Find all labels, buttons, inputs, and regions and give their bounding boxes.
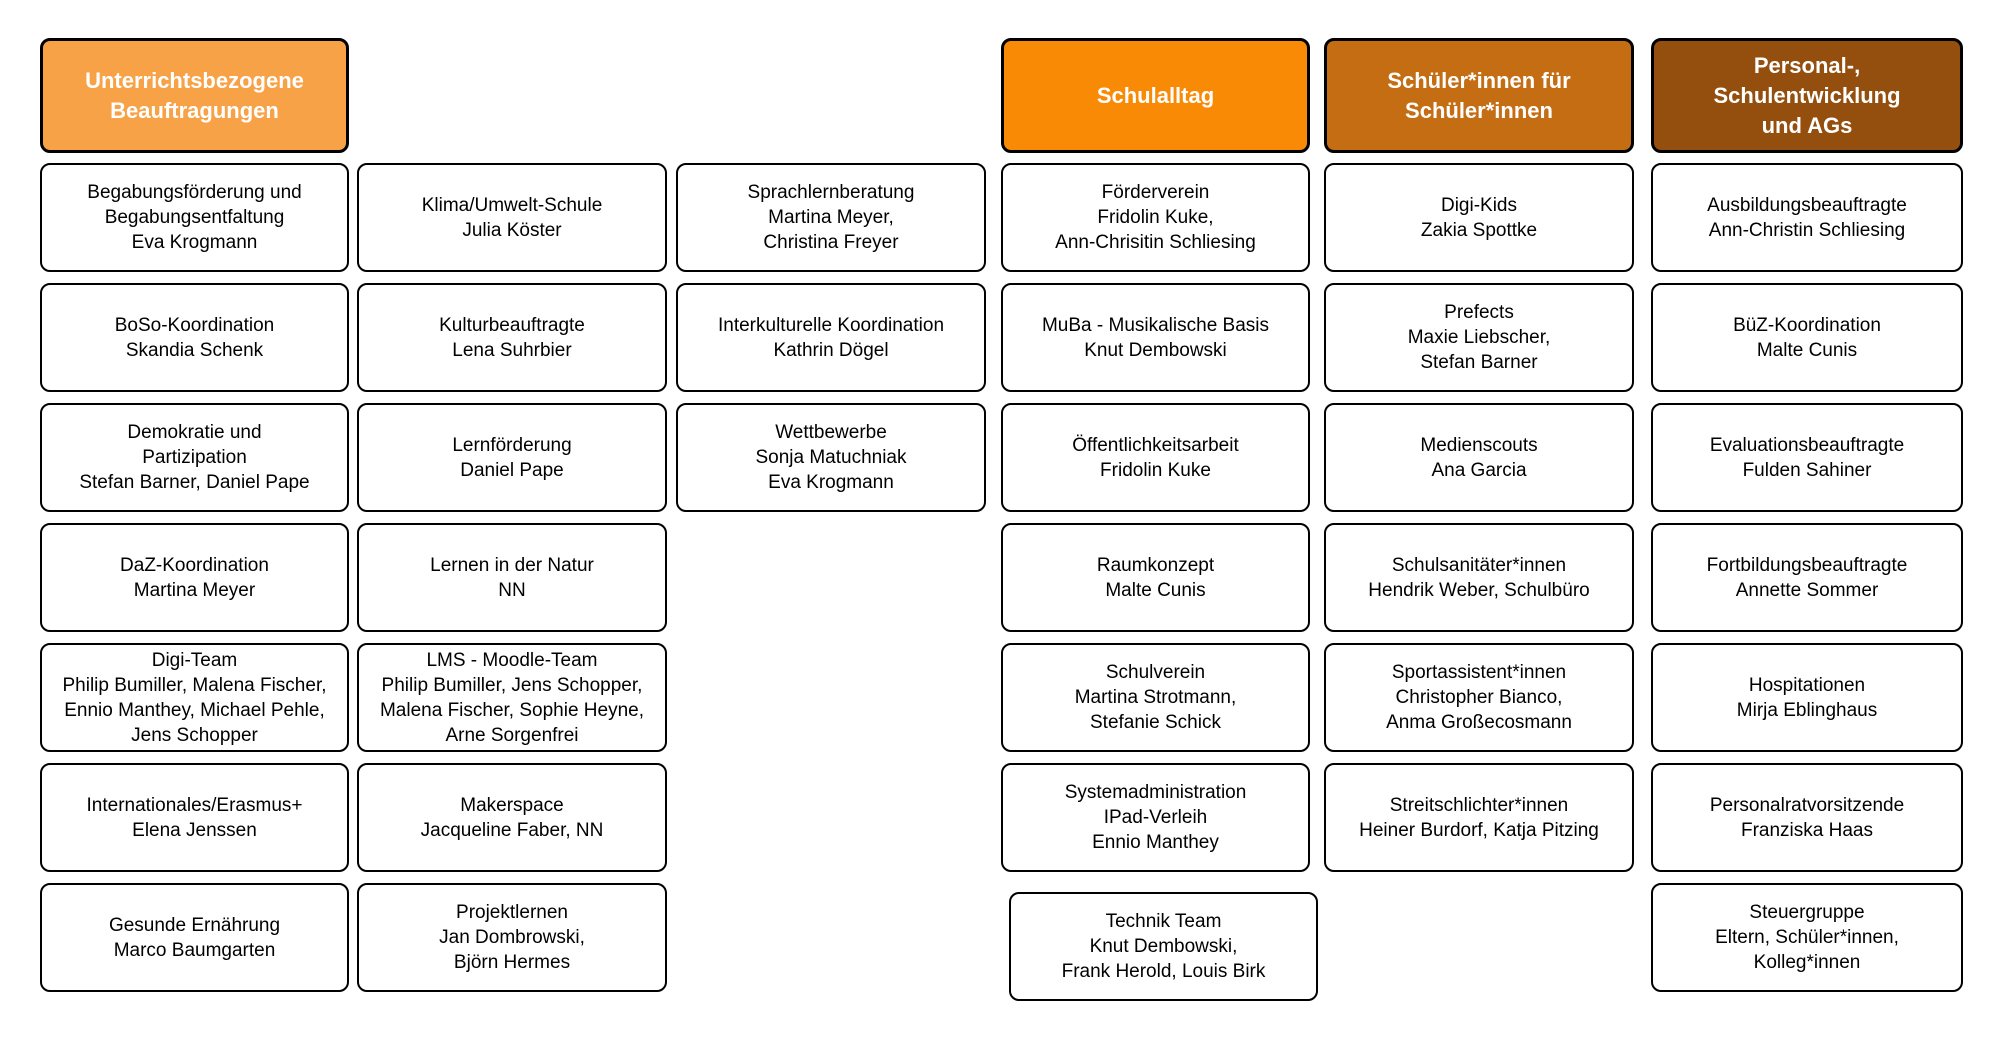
org-box [676, 403, 986, 512]
org-box-text: Interkulturelle Koordination Kathrin Dögel [717, 314, 945, 361]
org-box-text: Begabungsförderung und Begabungsentfaltung Eva Krogmann [87, 182, 302, 253]
org-box [1651, 523, 1963, 632]
org-box [357, 643, 667, 752]
org-box [40, 403, 349, 512]
header-spacer [357, 38, 667, 163]
org-box-text: Sportassistent*innen Christopher Bianco, Anma Großecosmann [1386, 662, 1572, 733]
org-box-text: BoSo-Koordination Skandia Schenk [114, 314, 275, 361]
org-box-text: Digi-Kids Zakia Spottke [1420, 194, 1538, 241]
org-box-text: Technik Team Knut Dembowski, Frank Herold, Louis Birk [1061, 911, 1266, 982]
org-box-text: Evaluationsbeauftragte Fulden Sahiner [1709, 434, 1905, 481]
org-box [1324, 163, 1634, 272]
org-box [676, 163, 986, 272]
org-box-text: Systemadministration IPad-Verleih Ennio Manthey [1064, 782, 1247, 853]
org-box [1651, 643, 1963, 752]
column-unterrichtsbezogene-beauftragungen [40, 38, 349, 1003]
org-box [1651, 283, 1963, 392]
org-box [676, 283, 986, 392]
org-box [1001, 403, 1310, 512]
org-box-text: DaZ-Koordination Martina Meyer [120, 554, 269, 601]
org-box [1324, 283, 1634, 392]
org-box-text: Streitschlichter*innen Heiner Burdorf, Katja Pitzing [1359, 794, 1599, 841]
org-box-text: Demokratie und Partizipation Stefan Barner, Daniel Pape [79, 422, 310, 493]
org-box-text: Lernförderung Daniel Pape [452, 434, 572, 481]
org-box [1001, 763, 1310, 872]
org-box [1651, 163, 1963, 272]
column-header-schulalltag [1001, 38, 1310, 153]
org-box [1324, 763, 1634, 872]
org-box [1001, 523, 1310, 632]
org-box [40, 643, 349, 752]
org-box [357, 163, 667, 272]
org-box [357, 523, 667, 632]
org-box [1324, 403, 1634, 512]
org-box [40, 763, 349, 872]
column-header-label: Unterrichtsbezogene Beauftragungen [85, 67, 304, 123]
org-box-text: Klima/Umwelt-Schule Julia Köster [421, 194, 603, 241]
org-box [1651, 883, 1963, 992]
org-box-text: Schulsanitäter*innen Hendrik Weber, Schulbüro [1368, 554, 1590, 601]
org-box [40, 283, 349, 392]
org-box-text: Projektlernen Jan Dombrowski, Björn Hermes [439, 902, 585, 973]
org-box [1324, 643, 1634, 752]
column-unterrichtsbezogene-beauftragungen-2 [357, 38, 667, 1003]
org-box [1324, 523, 1634, 632]
column-unterrichtsbezogene-beauftragungen-3 [676, 38, 986, 523]
org-box-text: Förderverein Fridolin Kuke, Ann-Chrisitin Schliesing [1055, 182, 1256, 253]
org-box-text: Steuergruppe Eltern, Schüler*innen, Kolleg*innen [1715, 902, 1899, 973]
header-spacer [676, 38, 986, 163]
org-box-text: Hospitationen Mirja Eblinghaus [1736, 674, 1878, 721]
org-box [1001, 163, 1310, 272]
org-box-text: Kulturbeauftragte Lena Suhrbier [439, 314, 585, 361]
org-box-text: Ausbildungsbeauftragte Ann-Christin Schliesing [1707, 194, 1907, 241]
org-box-text: Lernen in der Natur NN [430, 554, 594, 601]
org-box-text: Wettbewerbe Sonja Matuchniak Eva Krogmann [755, 422, 907, 493]
org-box-text: Schulverein Martina Strotmann, Stefanie Schick [1074, 662, 1237, 733]
org-box [40, 163, 349, 272]
org-box [357, 403, 667, 512]
org-box-text: Medienscouts Ana Garcia [1420, 434, 1538, 481]
column-header-schuelerinnen-fuer-schuelerinnen [1324, 38, 1634, 153]
column-personal-schulentwicklung-und-ags [1651, 38, 1963, 1003]
org-box [357, 763, 667, 872]
org-box-text: Prefects Maxie Liebscher, Stefan Barner [1407, 302, 1551, 373]
org-box-text: Fortbildungsbeauftragte Annette Sommer [1706, 554, 1908, 601]
column-header-personal-schulentwicklung-und-ags [1651, 38, 1963, 153]
org-box [357, 883, 667, 992]
org-box-text: Internationales/Erasmus+ Elena Jenssen [86, 794, 303, 841]
org-box [40, 883, 349, 992]
org-box-text: BüZ-Koordination Malte Cunis [1733, 314, 1881, 361]
org-box-text: LMS - Moodle-Team Philip Bumiller, Jens Schopper, Malena Fischer, Sophie Heyne, Arne Sorgenfrei [379, 649, 645, 746]
org-box-text: Gesunde Ernährung Marco Baumgarten [108, 914, 281, 961]
org-box-text: Raumkonzept Malte Cunis [1096, 554, 1215, 601]
org-box [1651, 403, 1963, 512]
org-box-text: Makerspace Jacqueline Faber, NN [420, 794, 604, 841]
column-schulalltag [1001, 38, 1310, 1003]
org-box [1001, 283, 1310, 392]
org-box [1651, 763, 1963, 872]
org-box-text: MuBa - Musikalische Basis Knut Dembowski [1041, 314, 1270, 361]
org-box [1001, 643, 1310, 752]
org-box-text: Öffentlichkeitsarbeit Fridolin Kuke [1072, 434, 1239, 481]
org-box [357, 283, 667, 392]
column-header-unterrichtsbezogene-beauftragungen [40, 38, 349, 153]
column-schuelerinnen-fuer-schuelerinnen [1324, 38, 1634, 883]
org-box [1009, 892, 1318, 1001]
column-header-label: Personal-, Schulentwicklung und AGs [1713, 52, 1901, 138]
org-box [40, 523, 349, 632]
org-box-text: Personalratvorsitzende Franziska Haas [1709, 794, 1905, 841]
column-header-label: Schulalltag [1096, 82, 1215, 108]
column-header-label: Schüler*innen für Schüler*innen [1387, 67, 1571, 123]
org-box-text: Sprachlernberatung Martina Meyer, Christina Freyer [747, 182, 915, 253]
org-box-text: Digi-Team Philip Bumiller, Malena Fischer, Ennio Manthey, Michael Pehle, Jens Schopper [62, 649, 327, 746]
